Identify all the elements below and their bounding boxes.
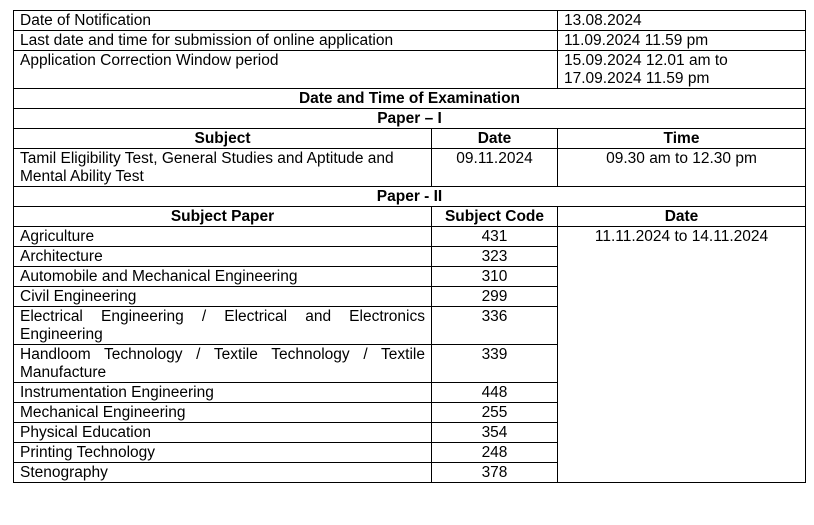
exam-heading-row (14, 89, 806, 109)
notification-label: Application Correction Window period (14, 51, 558, 89)
paper1-title: Paper – I (14, 109, 806, 129)
paper2-subject: Civil Engineering (14, 287, 432, 307)
paper2-subject: Physical Education (14, 423, 432, 443)
paper2-subject-header: Subject Paper (14, 207, 432, 227)
notification-value: 15.09.2024 12.01 am to 17.09.2024 11.59 pm (558, 51, 806, 89)
paper1-time-header: Time (558, 129, 806, 149)
paper2-code: 310 (432, 267, 558, 287)
paper1-subject-header: Subject (14, 129, 432, 149)
paper2-code: 378 (432, 463, 558, 483)
paper2-code: 255 (432, 403, 558, 423)
notification-row (14, 31, 806, 51)
notification-row (14, 11, 806, 31)
paper1-subject: Tamil Eligibility Test, General Studies and Aptitude and Mental Ability Test (14, 149, 432, 187)
paper1-date: 09.11.2024 (432, 149, 558, 187)
paper2-title: Paper - II (14, 187, 806, 207)
paper2-code: 248 (432, 443, 558, 463)
notification-row (14, 51, 806, 89)
paper2-subject: Mechanical Engineering (14, 403, 432, 423)
paper1-row (14, 149, 806, 187)
paper1-date-header: Date (432, 129, 558, 149)
paper2-date: 11.11.2024 to 14.11.2024 (558, 227, 806, 483)
notification-label: Last date and time for submission of online application (14, 31, 558, 51)
paper2-code: 339 (432, 345, 558, 383)
exam-heading: Date and Time of Examination (14, 89, 806, 109)
paper1-title-row (14, 109, 806, 129)
exam-schedule-table (13, 10, 806, 483)
paper2-code: 448 (432, 383, 558, 403)
paper2-subject: Electrical Engineering / Electrical and Electronics Engineering (14, 307, 432, 345)
paper2-code: 323 (432, 247, 558, 267)
paper2-subject: Stenography (14, 463, 432, 483)
paper2-subject: Instrumentation Engineering (14, 383, 432, 403)
notification-value: 13.08.2024 (558, 11, 806, 31)
paper2-header-row (14, 207, 806, 227)
notification-value: 11.09.2024 11.59 pm (558, 31, 806, 51)
paper2-code: 336 (432, 307, 558, 345)
paper2-title-row (14, 187, 806, 207)
paper2-code: 354 (432, 423, 558, 443)
paper1-header-row (14, 129, 806, 149)
paper2-subject: Printing Technology (14, 443, 432, 463)
paper2-subject: Handloom Technology / Textile Technology / Textile Manufacture (14, 345, 432, 383)
paper2-code: 299 (432, 287, 558, 307)
paper1-time: 09.30 am to 12.30 pm (558, 149, 806, 187)
paper2-code: 431 (432, 227, 558, 247)
paper2-subject: Architecture (14, 247, 432, 267)
table-row (14, 227, 806, 247)
paper2-subject: Automobile and Mechanical Engineering (14, 267, 432, 287)
paper2-date-header: Date (558, 207, 806, 227)
paper2-code-header: Subject Code (432, 207, 558, 227)
paper2-subject: Agriculture (14, 227, 432, 247)
notification-label: Date of Notification (14, 11, 558, 31)
